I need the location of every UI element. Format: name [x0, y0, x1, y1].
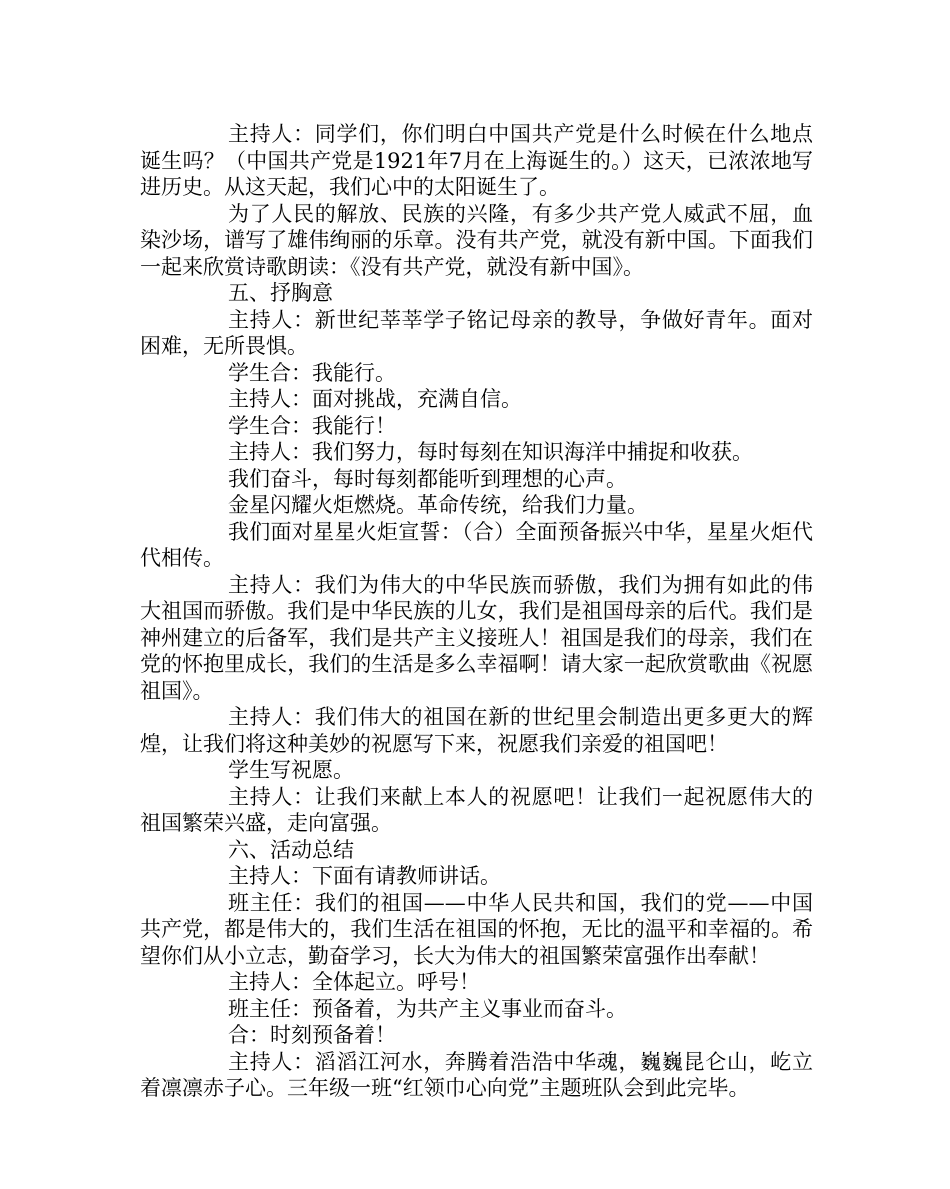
- paragraph-9: 我们奋斗，每时每刻都能听到理想的心声。: [228, 466, 627, 491]
- paragraph-6: 主持人：面对挑战，充满自信。: [228, 387, 522, 411]
- paragraph-2: 为了人民的解放、民族的兴隆，有多少共产党人威武不屈，血染沙场，谱写了雄伟绚丽的乐章。没有共产党，就没有新中国。下面我们一起来欣赏诗歌朗读：《没有共产党，就没有新中国》。: [140, 201, 813, 279]
- paragraph-8: 主持人：我们努力，每时每刻在知识海洋中捕捉和收获。: [228, 440, 753, 464]
- paragraph-18: 班主任：我们的祖国——中华人民共和国，我们的党——中国共产党，都是伟大的，我们生活在祖国的怀抱，无比的温平和幸福的。希望你们从小立志，勤奋学习，长大为伟大的祖国繁荣富强作出奉献！: [140, 890, 813, 968]
- paragraph-14: 学生写祝愿。: [228, 758, 354, 782]
- paragraph-12: 主持人：我们为伟大的中华民族而骄傲，我们为拥有如此的伟大祖国而骄傲。我们是中华民族的儿女，我们是祖国母亲的后代。我们是神州建立的后备军，我们是共产主义接班人！祖国是我们的母亲，我们在党的怀抱里成长，我们的生活是多么幸福啊！请大家一起欣赏歌曲《祝愿祖国》。: [140, 572, 813, 703]
- document-body: [140, 121, 813, 1102]
- section-heading-5: 五、抒胸意: [228, 281, 333, 305]
- paragraph-7: 学生合：我能行！: [228, 413, 396, 438]
- paragraph-19: 主持人：全体起立。呼号！: [228, 970, 480, 994]
- paragraph-10: 金星闪耀火炬燃烧。革命传统，给我们力量。: [228, 493, 648, 517]
- paragraph-17: 主持人：下面有请教师讲话。: [228, 864, 501, 888]
- paragraph-5: 学生合：我能行。: [228, 360, 396, 385]
- paragraph-4: 主持人：新世纪莘莘学子铭记母亲的教导，争做好青年。面对困难，无所畏惧。: [140, 307, 813, 358]
- paragraph-1: 主持人：同学们，你们明白中国共产党是什么时候在什么地点诞生吗？（中国共产党是1921年7月在上海诞生的。）这天，已浓浓地写进历史。从这天起，我们心中的太阳诞生了。: [140, 122, 813, 199]
- paragraph-11: 我们面对星星火炬宣誓：（合）全面预备振兴中华，星星火炬代代相传。: [140, 519, 813, 570]
- paragraph-22: 主持人：滔滔江河水，奔腾着浩浩中华魂，巍巍昆仑山，屹立着凛凛赤子心。三年级一班“红领巾心向党”主题班队会到此完毕。: [140, 1049, 813, 1100]
- section-heading-6: 六、活动总结: [228, 837, 354, 862]
- paragraph-15: 主持人：让我们来献上本人的祝愿吧！让我们一起祝愿伟大的祖国繁荣兴盛，走向富强。: [140, 784, 813, 835]
- paragraph-20: 班主任：预备着，为共产主义事业而奋斗。: [228, 996, 627, 1021]
- paragraph-13: 主持人：我们伟大的祖国在新的世纪里会制造出更多更大的辉煌，让我们将这种美妙的祝愿写下来，祝愿我们亲爱的祖国吧！: [140, 705, 813, 756]
- paragraph-21: 合：时刻预备着！: [228, 1023, 396, 1047]
